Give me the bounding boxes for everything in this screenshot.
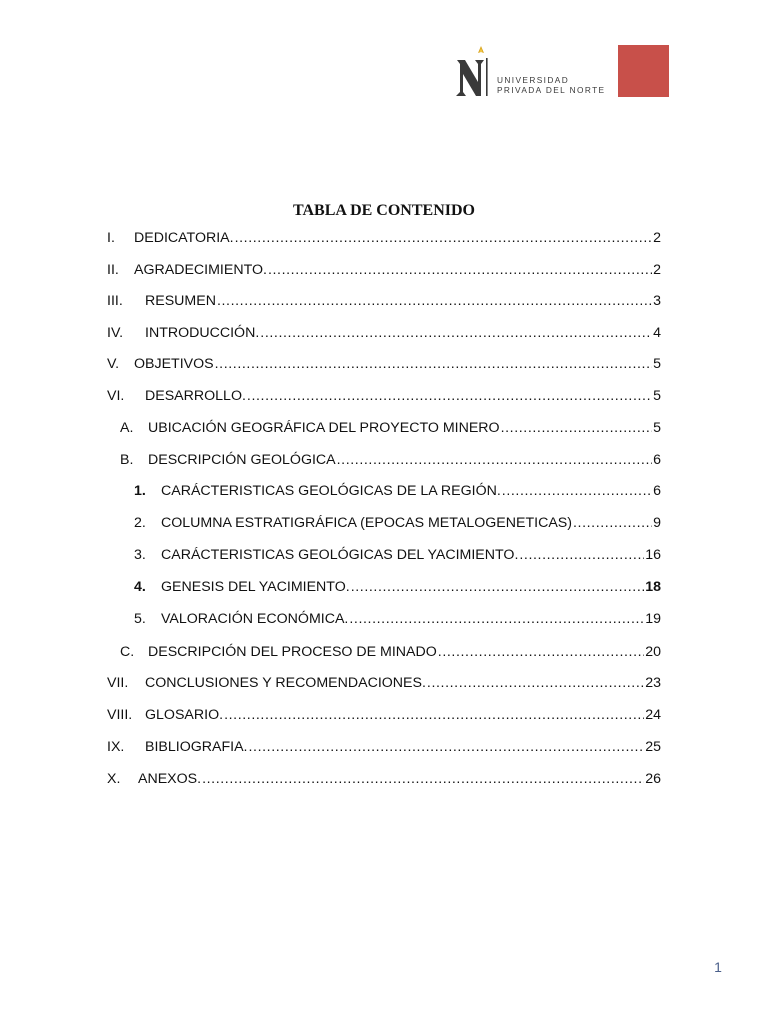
toc-entry-page: 9 (653, 515, 661, 531)
toc-entry-page: 5 (653, 356, 661, 372)
toc-leader-dots (247, 387, 652, 405)
toc-entry-text: OBJETIVOS (134, 356, 214, 372)
toc-entry-columna-estratigrafica[interactable] (134, 514, 661, 532)
toc-entry-page: 24 (645, 707, 661, 723)
toc-entry-page: 2 (653, 262, 661, 278)
toc-entry-number: V. (107, 356, 120, 372)
toc-entry-text: UBICACIÓN GEOGRÁFICA DEL PROYECTO MINERO (148, 420, 500, 436)
page-title: TABLA DE CONTENIDO (293, 202, 475, 219)
toc-leader-dots (573, 514, 652, 532)
toc-entry-number: 2. (134, 515, 146, 531)
toc-entry-number: 1. (134, 483, 146, 499)
toc-entry-text: CARÁCTERISTICAS GEOLÓGICAS DEL YACIMIENTO. (161, 547, 519, 563)
toc-leader-dots (202, 770, 644, 788)
toc-entry-number: VI. (107, 388, 125, 404)
toc-entry-proceso-minado[interactable] (120, 643, 661, 661)
toc-entry-page: 20 (645, 644, 661, 660)
toc-entry-number: 5. (134, 611, 146, 627)
toc-entry-text: ANEXOS. (138, 771, 202, 787)
toc-entry-anexos[interactable] (107, 770, 661, 788)
toc-leader-dots (249, 738, 645, 756)
university-name-line1: UNIVERSIDAD (497, 75, 570, 85)
toc-entry-number: 4. (134, 579, 146, 595)
toc-leader-dots (217, 292, 652, 310)
toc-leader-dots (351, 578, 645, 596)
toc-leader-dots (349, 610, 644, 628)
toc-entry-glosario[interactable] (107, 706, 661, 724)
toc-entry-number: B. (120, 452, 134, 468)
toc-entry-valoracion-economica[interactable] (134, 610, 661, 628)
toc-entry-text: DESARROLLO. (145, 388, 246, 404)
toc-entry-caracteristicas-region[interactable] (134, 482, 661, 500)
toc-leader-dots (427, 674, 644, 692)
toc-leader-dots (519, 546, 644, 564)
toc-entry-text: VALORACIÓN ECONÓMICA. (161, 611, 349, 627)
toc-entry-resumen[interactable] (107, 292, 661, 310)
toc-entry-page: 2 (653, 230, 661, 246)
toc-entry-page: 6 (653, 483, 661, 499)
toc-entry-page: 6 (653, 452, 661, 468)
toc-leader-dots (268, 261, 652, 279)
toc-entry-page: 5 (653, 420, 661, 436)
university-name-line2: PRIVADA DEL NORTE (497, 84, 606, 95)
toc-entry-caracteristicas-yacimiento[interactable] (134, 546, 661, 564)
toc-leader-dots (215, 355, 652, 373)
toc-entry-number: I. (107, 230, 115, 246)
toc-leader-dots (260, 324, 652, 342)
toc-entry-agradecimiento[interactable] (107, 261, 661, 279)
toc-entry-number: C. (120, 644, 135, 660)
toc-entry-text: CARÁCTERISTICAS GEOLÓGICAS DE LA REGIÓN. (161, 483, 501, 499)
toc-leader-dots (501, 419, 653, 437)
toc-leader-dots (502, 482, 652, 500)
toc-entry-number: IV. (107, 325, 124, 341)
toc-entry-text: DEDICATORIA. (134, 230, 234, 246)
toc-entry-dedicatoria[interactable] (107, 229, 661, 247)
toc-entry-number: VII. (107, 675, 129, 691)
toc-entry-text: AGRADECIMIENTO. (134, 262, 267, 278)
toc-entry-text: DESCRIPCIÓN GEOLÓGICA (148, 452, 336, 468)
toc-entry-introduccion[interactable] (107, 324, 661, 342)
toc-leader-dots (337, 451, 652, 469)
toc-entry-page: 18 (645, 579, 661, 595)
toc-entry-page: 3 (653, 293, 661, 309)
toc-entry-text: COLUMNA ESTRATIGRÁFICA (EPOCAS METALOGENETICAS) (161, 515, 572, 531)
toc-entry-page: 25 (645, 739, 661, 755)
toc-entry-page: 26 (645, 771, 661, 787)
toc-entry-text: INTRODUCCIÓN. (145, 325, 260, 341)
toc-entry-page: 23 (645, 675, 661, 691)
toc-entry-bibliografia[interactable] (107, 738, 661, 756)
toc-leader-dots (438, 643, 644, 661)
toc-entry-desarrollo[interactable] (107, 387, 661, 405)
toc-entry-number: X. (107, 771, 121, 787)
toc-entry-number: III. (107, 293, 123, 309)
toc-entry-text: GLOSARIO. (145, 707, 224, 723)
toc-entry-number: VIII. (107, 707, 133, 723)
toc-entry-text: BIBLIOGRAFIA. (145, 739, 248, 755)
toc-entry-text: DESCRIPCIÓN DEL PROCESO DE MINADO (148, 644, 437, 660)
toc-entry-page: 16 (645, 547, 661, 563)
toc-leader-dots (235, 229, 653, 247)
toc-entry-page: 4 (653, 325, 661, 341)
toc-entry-text: GENESIS DEL YACIMIENTO. (161, 579, 350, 595)
toc-entry-text: CONCLUSIONES Y RECOMENDACIONES. (145, 675, 426, 691)
page-number: 1 (714, 959, 722, 975)
toc-entry-page: 19 (645, 611, 661, 627)
toc-entry-number: II. (107, 262, 119, 278)
toc-entry-genesis-yacimiento[interactable] (134, 578, 661, 596)
toc-entry-number: A. (120, 420, 134, 436)
toc-entry-conclusiones[interactable] (107, 674, 661, 692)
toc-entry-text: RESUMEN (145, 293, 216, 309)
toc-entry-number: 3. (134, 547, 146, 563)
toc-leader-dots (224, 706, 644, 724)
toc-entry-ubicacion-geografica[interactable] (120, 419, 661, 437)
toc-entry-number: IX. (107, 739, 125, 755)
toc-entry-page: 5 (653, 388, 661, 404)
toc-entry-descripcion-geologica[interactable] (120, 451, 661, 469)
toc-entry-objetivos[interactable] (107, 355, 661, 373)
